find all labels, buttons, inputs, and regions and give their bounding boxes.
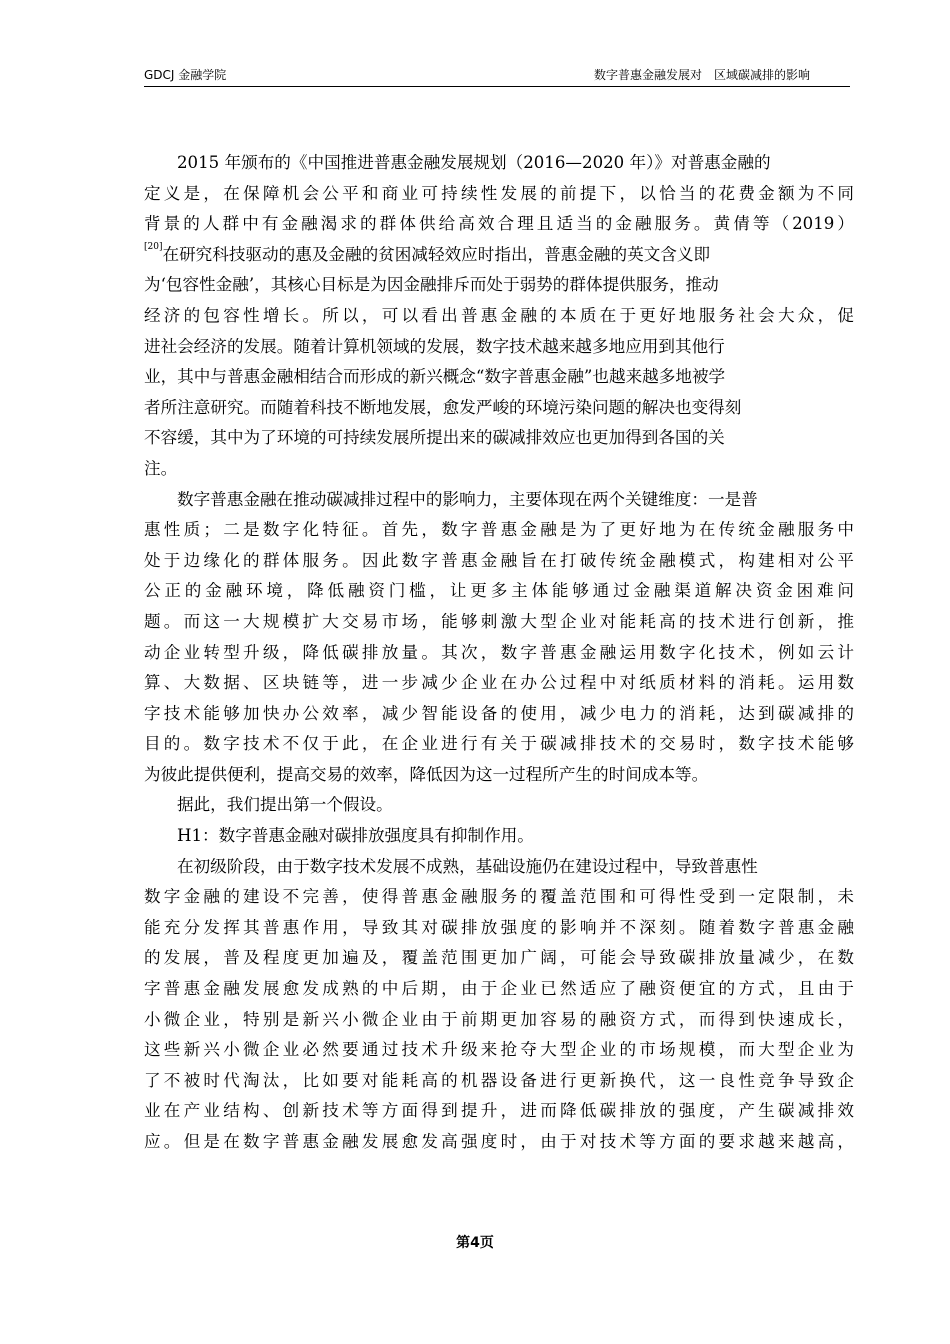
text-line: 为彼此提供便利，提高交易的效率，降低因为这一过程所产生的时间成本等。 bbox=[144, 764, 709, 784]
text-line: 字技术能够加快办公效率，减少智能设备的使用，减少电力的消耗，达到碳减排的 bbox=[144, 703, 854, 723]
header-institution: GDCJ 金融学院 bbox=[144, 68, 227, 82]
text-line: 2015 年颁布的《中国推进普惠金融发展规划（2016—2020 年）》对普惠金融的 bbox=[177, 153, 771, 172]
text-line: 不容缓，其中为了环境的可持续发展所提出来的碳减排效应也更加得到各国的关 bbox=[144, 428, 725, 448]
text-line: 字普惠金融发展愈发成熟的中后期，由于企业已然适应了融资便宜的方式，且由于 bbox=[144, 979, 854, 999]
header-title: 数字普惠金融发展对 区域碳减排的影响 bbox=[593, 68, 810, 82]
text-line: 定义是，在保障机会公平和商业可持续性发展的前提下，以恰当的花费金额为不同 bbox=[144, 183, 854, 203]
text-line: 经济的包容性增长。所以，可以看出普惠金融的本质在于更好地服务社会大众，促 bbox=[144, 305, 854, 325]
text-line: 注。 bbox=[144, 458, 178, 478]
page-number: 第4页 bbox=[456, 1235, 494, 1251]
text-line: 业，其中与普惠金融相结合而形成的新兴概念“数字普惠金融”也越来越多地被学 bbox=[144, 367, 726, 387]
text-line: 惠性质；二是数字化特征。首先，数字普惠金融是为了更好地为在传统金融服务中 bbox=[144, 520, 854, 540]
text-line: 算、大数据、区块链等，进一步减少企业在办公过程中对纸质材料的消耗。运用数 bbox=[144, 673, 854, 693]
text-line: 处于边缘化的群体服务。因此数字普惠金融旨在打破传统金融模式，构建相对公平 bbox=[144, 550, 854, 570]
text-line: 题。而这一大规模扩大交易市场，能够刺激大型企业对能耗高的技术进行创新，推 bbox=[144, 611, 854, 631]
text-line: 应。但是在数字普惠金融发展愈发高强度时，由于对技术等方面的要求越来越高， bbox=[144, 1132, 854, 1151]
text-line: 公正的金融环境，降低融资门槛，让更多主体能够通过金融渠道解决资金困难问 bbox=[144, 581, 854, 601]
text-line: 动企业转型升级，降低碳排放量。其次，数字普惠金融运用数字化技术，例如云计 bbox=[144, 642, 854, 662]
text-line: 数字金融的建设不完善，使得普惠金融服务的覆盖范围和可得性受到一定限制，未 bbox=[144, 887, 854, 907]
text-line: 进社会经济的发展。随着计算机领域的发展，数字技术越来越多地应用到其他行 bbox=[144, 336, 725, 356]
text-line: 在初级阶段，由于数字技术发展不成熟，基础设施仍在建设过程中，导致普惠性 bbox=[177, 856, 758, 876]
text-line: 数字普惠金融在推动碳减排过程中的影响力，主要体现在两个关键维度：一是普 bbox=[177, 489, 758, 509]
text-line: 据此，我们提出第一个假设。 bbox=[177, 795, 393, 815]
text-line: 能充分发挥其普惠作用，导致其对碳排放强度的影响并不深刻。随着数字普惠金融 bbox=[144, 917, 854, 937]
text-line: 者所注意研究。而随着科技不断地发展，愈发严峻的环境污染问题的解决也变得刻 bbox=[144, 397, 742, 417]
text-line: 的发展，普及程度更加遍及，覆盖范围更加广阔，可能会导致碳排放量减少，在数 bbox=[144, 948, 854, 968]
text-line: 小微企业，特别是新兴小微企业由于前期更加容易的融资方式，而得到快速成长， bbox=[144, 1009, 854, 1029]
document-body bbox=[144, 148, 854, 1158]
text-line: 了不被时代淘汰，比如要对能耗高的机器设备进行更新换代，这一良性竞争导致企 bbox=[144, 1070, 854, 1090]
text-line: 在研究科技驱动的惠及金融的贫困减轻效应时指出，普惠金融的英文含义即 bbox=[162, 244, 711, 264]
text-line: H1：数字普惠金融对碳排放强度具有抑制作用。 bbox=[177, 826, 534, 846]
text-line: 为‘包容性金融’，其核心目标是为因金融排斥而处于弱势的群体提供服务，推动 bbox=[144, 275, 719, 295]
text-line: 业在产业结构、创新技术等方面得到提升，进而降低碳排放的强度，产生碳减排效 bbox=[144, 1101, 854, 1121]
citation-ref: [20] bbox=[144, 241, 163, 252]
text-line: 这些新兴小微企业必然要通过技术升级来抢夺大型企业的市场规模，而大型企业为 bbox=[144, 1040, 854, 1060]
page-header bbox=[144, 66, 850, 87]
text-line: 背景的人群中有金融渴求的群体供给高效合理且适当的金融服务。黄倩等（2019） bbox=[144, 214, 854, 234]
text-line: 目的。数字技术不仅于此，在企业进行有关于碳减排技术的交易时，数字技术能够 bbox=[144, 734, 854, 754]
text-line-with-citation bbox=[144, 240, 854, 271]
